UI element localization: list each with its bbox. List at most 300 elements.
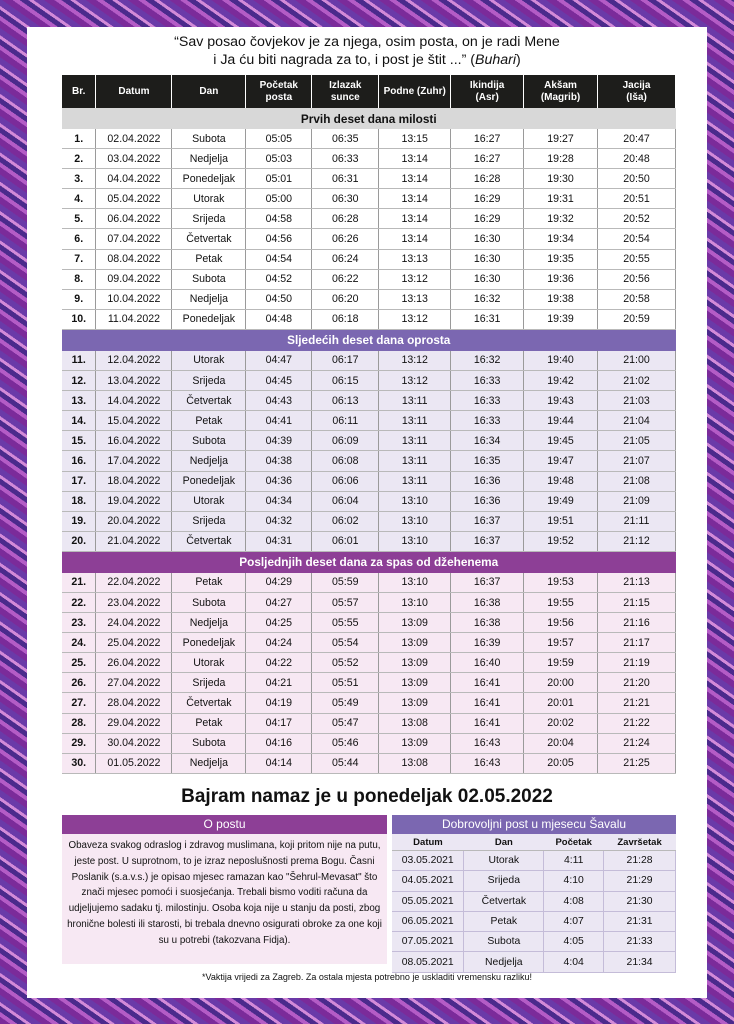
table-cell: 19:59 [524, 653, 598, 673]
shawwal-column-header: Datum [392, 834, 464, 851]
table-cell: 19:31 [524, 189, 598, 209]
table-cell: 17.04.2022 [96, 451, 172, 471]
table-cell: 05:05 [246, 129, 312, 149]
table-cell: 06:26 [312, 229, 379, 249]
table-cell: 20:01 [524, 693, 598, 713]
table-cell: 04:16 [246, 733, 312, 753]
table-cell: Četvertak [172, 693, 246, 713]
table-cell: 19:47 [524, 451, 598, 471]
table-cell: 13:11 [379, 431, 451, 451]
shawwal-cell: Nedjelja [464, 952, 544, 972]
table-cell: 19:56 [524, 613, 598, 633]
shawwal-cell: 05.05.2021 [392, 891, 464, 911]
table-cell: 13:10 [379, 491, 451, 511]
table-row [62, 693, 676, 713]
table-cell: 04:56 [246, 229, 312, 249]
table-cell: 19:27 [524, 129, 598, 149]
table-row [62, 289, 676, 309]
table-cell: 18.04.2022 [96, 471, 172, 491]
table-cell: 30.04.2022 [96, 733, 172, 753]
table-cell: 21:07 [598, 451, 676, 471]
table-cell: 19:49 [524, 491, 598, 511]
shawwal-cell: 06.05.2021 [392, 911, 464, 931]
table-cell: 06:24 [312, 249, 379, 269]
table-cell: Ponedeljak [172, 633, 246, 653]
table-cell: 4. [62, 189, 96, 209]
table-row [62, 229, 676, 249]
shawwal-cell: Srijeda [464, 871, 544, 891]
table-cell: Nedjelja [172, 149, 246, 169]
table-cell: 15. [62, 431, 96, 451]
table-cell: 04:32 [246, 511, 312, 531]
table-cell: 19. [62, 511, 96, 531]
table-cell: 16:40 [451, 653, 524, 673]
table-cell: 06:22 [312, 269, 379, 289]
table-cell: 16:37 [451, 511, 524, 531]
table-cell: 13:11 [379, 471, 451, 491]
shawwal-cell: 08.05.2021 [392, 952, 464, 972]
table-cell: Subota [172, 269, 246, 289]
table-cell: 19:39 [524, 309, 598, 329]
table-row [62, 713, 676, 733]
shawwal-table [392, 834, 676, 973]
table-cell: 10.04.2022 [96, 289, 172, 309]
table-cell: Subota [172, 129, 246, 149]
table-cell: 20:00 [524, 673, 598, 693]
table-cell: 14.04.2022 [96, 391, 172, 411]
table-cell: 11. [62, 351, 96, 371]
table-cell: 06:11 [312, 411, 379, 431]
table-cell: 21:11 [598, 511, 676, 531]
quote-source: Buhari [475, 52, 517, 68]
table-cell: Četvertak [172, 391, 246, 411]
table-cell: 21:21 [598, 693, 676, 713]
table-cell: 13:09 [379, 693, 451, 713]
shawwal-cell: 4:10 [544, 871, 604, 891]
shawwal-row [392, 891, 676, 911]
table-cell: 13:11 [379, 451, 451, 471]
table-cell: 21:17 [598, 633, 676, 653]
table-cell: Srijeda [172, 511, 246, 531]
table-cell: 19:30 [524, 169, 598, 189]
section-header-row [62, 551, 676, 573]
quote-line-2: i Ja ću biti nagrada za to, i post je štit ...” (Buhari) [213, 52, 521, 68]
shawwal-fasting-box [392, 815, 676, 973]
section-title: Posljednjih deset dana za spas od džehenema [62, 551, 676, 573]
column-header: Jacija (Iša) [598, 75, 676, 108]
table-cell: 20:05 [524, 753, 598, 773]
table-cell: 05:57 [312, 592, 379, 612]
table-cell: 20:54 [598, 229, 676, 249]
table-row [62, 451, 676, 471]
table-cell: 21:22 [598, 713, 676, 733]
table-row [62, 189, 676, 209]
table-cell: 15.04.2022 [96, 411, 172, 431]
table-row [62, 129, 676, 149]
table-cell: 24. [62, 633, 96, 653]
table-row [62, 573, 676, 593]
table-cell: 25. [62, 653, 96, 673]
table-cell: 16:34 [451, 431, 524, 451]
table-row [62, 471, 676, 491]
table-cell: 02.04.2022 [96, 129, 172, 149]
shawwal-cell: 21:34 [604, 952, 676, 972]
table-cell: 21.04.2022 [96, 531, 172, 551]
table-cell: 17. [62, 471, 96, 491]
table-cell: 05:55 [312, 613, 379, 633]
table-cell: 04.04.2022 [96, 169, 172, 189]
table-cell: 21:20 [598, 673, 676, 693]
shawwal-cell: 21:33 [604, 932, 676, 952]
table-cell: 05:46 [312, 733, 379, 753]
table-cell: Nedjelja [172, 753, 246, 773]
table-cell: 06:20 [312, 289, 379, 309]
shawwal-cell: 4:07 [544, 911, 604, 931]
table-cell: 19:52 [524, 531, 598, 551]
section-title: Sljedećih deset dana oprosta [62, 329, 676, 351]
table-cell: 11.04.2022 [96, 309, 172, 329]
table-cell: 06:18 [312, 309, 379, 329]
table-cell: Ponedeljak [172, 309, 246, 329]
table-cell: 13:10 [379, 573, 451, 593]
table-cell: 13. [62, 391, 96, 411]
about-fasting-title: O postu [62, 815, 387, 834]
table-cell: 05:52 [312, 653, 379, 673]
table-cell: 26. [62, 673, 96, 693]
table-cell: 18. [62, 491, 96, 511]
table-cell: 04:48 [246, 309, 312, 329]
shawwal-cell: Četvertak [464, 891, 544, 911]
table-cell: 04:58 [246, 209, 312, 229]
table-cell: 13:12 [379, 371, 451, 391]
table-cell: 16:33 [451, 391, 524, 411]
table-cell: Četvertak [172, 531, 246, 551]
table-cell: 20:58 [598, 289, 676, 309]
shawwal-row [392, 871, 676, 891]
table-cell: 04:14 [246, 753, 312, 773]
table-cell: 06:06 [312, 471, 379, 491]
shawwal-cell: 4:11 [544, 851, 604, 871]
table-cell: 05:59 [312, 573, 379, 593]
table-cell: 16:41 [451, 713, 524, 733]
table-cell: 19:42 [524, 371, 598, 391]
table-cell: 04:45 [246, 371, 312, 391]
table-cell: 9. [62, 289, 96, 309]
table-cell: 04:39 [246, 431, 312, 451]
table-row [62, 209, 676, 229]
calendar-sheet [27, 27, 707, 998]
table-cell: 05:03 [246, 149, 312, 169]
table-cell: 13:11 [379, 391, 451, 411]
shawwal-cell: 4:05 [544, 932, 604, 952]
table-cell: 20:52 [598, 209, 676, 229]
table-cell: 13:12 [379, 351, 451, 371]
table-cell: 16:27 [451, 129, 524, 149]
table-cell: 21:00 [598, 351, 676, 371]
table-cell: 30. [62, 753, 96, 773]
table-row [62, 653, 676, 673]
table-cell: 06:28 [312, 209, 379, 229]
table-cell: 06:31 [312, 169, 379, 189]
table-cell: 16:38 [451, 613, 524, 633]
table-cell: 05:44 [312, 753, 379, 773]
table-cell: 21:13 [598, 573, 676, 593]
column-header: Ikindija (Asr) [451, 75, 524, 108]
table-cell: 16:33 [451, 371, 524, 391]
table-cell: 16:36 [451, 471, 524, 491]
footnote: *Vaktija vrijedi za Zagreb. Za ostala mjesta potrebno je uskladiti vremensku razliku! [202, 972, 532, 982]
table-cell: 06:33 [312, 149, 379, 169]
table-cell: 16:27 [451, 149, 524, 169]
shawwal-cell: 03.05.2021 [392, 851, 464, 871]
table-cell: Nedjelja [172, 613, 246, 633]
table-row [62, 269, 676, 289]
table-cell: 5. [62, 209, 96, 229]
table-cell: 21:08 [598, 471, 676, 491]
table-cell: 3. [62, 169, 96, 189]
table-cell: 12. [62, 371, 96, 391]
table-cell: 19:44 [524, 411, 598, 431]
shawwal-row [392, 952, 676, 972]
table-cell: 13:10 [379, 511, 451, 531]
table-cell: 20. [62, 531, 96, 551]
table-cell: 08.04.2022 [96, 249, 172, 269]
table-cell: Utorak [172, 351, 246, 371]
table-cell: 19:45 [524, 431, 598, 451]
table-cell: 04:22 [246, 653, 312, 673]
table-cell: 16:39 [451, 633, 524, 653]
ramadan-timetable [62, 75, 676, 774]
table-cell: Srijeda [172, 209, 246, 229]
table-cell: 28.04.2022 [96, 693, 172, 713]
table-cell: 16:31 [451, 309, 524, 329]
table-cell: 19:43 [524, 391, 598, 411]
table-cell: 21:16 [598, 613, 676, 633]
table-cell: 19:51 [524, 511, 598, 531]
column-header: Početak posta [246, 75, 312, 108]
table-cell: 09.04.2022 [96, 269, 172, 289]
table-cell: 20:50 [598, 169, 676, 189]
table-cell: 20:48 [598, 149, 676, 169]
table-cell: 05:00 [246, 189, 312, 209]
hadith-quote [27, 33, 707, 69]
table-cell: 21. [62, 573, 96, 593]
shawwal-column-header: Završetak [604, 834, 676, 851]
column-header: Akšam (Magrib) [524, 75, 598, 108]
table-cell: 05:49 [312, 693, 379, 713]
table-cell: 04:27 [246, 592, 312, 612]
table-cell: 21:04 [598, 411, 676, 431]
table-cell: 04:34 [246, 491, 312, 511]
table-cell: 21:15 [598, 592, 676, 612]
table-cell: 16:35 [451, 451, 524, 471]
table-cell: 20:59 [598, 309, 676, 329]
table-cell: 19:53 [524, 573, 598, 593]
table-cell: 04:50 [246, 289, 312, 309]
table-row [62, 613, 676, 633]
table-row [62, 149, 676, 169]
table-cell: 10. [62, 309, 96, 329]
table-cell: 19.04.2022 [96, 491, 172, 511]
table-cell: 16:32 [451, 351, 524, 371]
table-cell: 7. [62, 249, 96, 269]
table-row [62, 371, 676, 391]
table-row [62, 309, 676, 329]
table-cell: Četvertak [172, 229, 246, 249]
table-row [62, 491, 676, 511]
table-cell: 20.04.2022 [96, 511, 172, 531]
shawwal-cell: 04.05.2021 [392, 871, 464, 891]
table-cell: 05:54 [312, 633, 379, 653]
about-fasting-box [62, 815, 387, 964]
table-cell: 04:47 [246, 351, 312, 371]
table-cell: 13:09 [379, 653, 451, 673]
table-cell: 24.04.2022 [96, 613, 172, 633]
table-cell: 01.05.2022 [96, 753, 172, 773]
table-cell: 12.04.2022 [96, 351, 172, 371]
table-cell: 19:35 [524, 249, 598, 269]
table-cell: 16:29 [451, 189, 524, 209]
shawwal-column-header: Dan [464, 834, 544, 851]
table-cell: 20:02 [524, 713, 598, 733]
table-cell: 13:13 [379, 289, 451, 309]
table-row [62, 592, 676, 612]
shawwal-cell: Subota [464, 932, 544, 952]
table-cell: 06:09 [312, 431, 379, 451]
table-cell: 04:17 [246, 713, 312, 733]
shawwal-row [392, 932, 676, 952]
table-cell: 13:14 [379, 229, 451, 249]
table-cell: 06:08 [312, 451, 379, 471]
table-cell: 21:09 [598, 491, 676, 511]
table-cell: Subota [172, 431, 246, 451]
table-cell: 20:04 [524, 733, 598, 753]
table-cell: 06:04 [312, 491, 379, 511]
about-fasting-text: Obaveza svakog odraslog i zdravog muslimana, koji pritom nije na putu, jeste post. U suprotnom, to je izraz neposlušnosti prema Bogu. Časni Poslanik (s.a.v.s.) je opisao mjesec ramazan kao "Šehrul-Mevasat" što znači mjesec pomoći i suosjećanja. Trebali bismo voditi računa da udjeljujemo sadaku tj. milostinju. Osoba koja nije u stanju da posti, zbog hronične bolesti ili starosti, bi trebala dnevno osigurati obroke za one koji su u potrebi (takozvana Fidja). [62, 834, 387, 964]
table-cell: Nedjelja [172, 451, 246, 471]
table-cell: 16:41 [451, 693, 524, 713]
table-cell: 13:12 [379, 269, 451, 289]
table-cell: 13.04.2022 [96, 371, 172, 391]
table-cell: 06:13 [312, 391, 379, 411]
table-cell: 04:54 [246, 249, 312, 269]
table-cell: 29.04.2022 [96, 713, 172, 733]
table-cell: Subota [172, 733, 246, 753]
table-cell: Utorak [172, 189, 246, 209]
table-cell: 13:10 [379, 592, 451, 612]
table-cell: 04:41 [246, 411, 312, 431]
table-row [62, 249, 676, 269]
quote-line-1: “Sav posao čovjekov je za njega, osim posta, on je radi Mene [174, 34, 560, 50]
table-cell: 28. [62, 713, 96, 733]
table-cell: Petak [172, 713, 246, 733]
table-cell: 8. [62, 269, 96, 289]
table-cell: 19:57 [524, 633, 598, 653]
table-cell: 16:30 [451, 269, 524, 289]
table-cell: 21:25 [598, 753, 676, 773]
table-cell: 06:01 [312, 531, 379, 551]
table-cell: 21:02 [598, 371, 676, 391]
table-row [62, 431, 676, 451]
table-cell: 03.04.2022 [96, 149, 172, 169]
table-cell: 13:09 [379, 673, 451, 693]
shawwal-cell: 4:08 [544, 891, 604, 911]
shawwal-row [392, 851, 676, 871]
table-cell: 20:56 [598, 269, 676, 289]
table-cell: 26.04.2022 [96, 653, 172, 673]
table-cell: 16:38 [451, 592, 524, 612]
shawwal-fasting-title: Dobrovoljni post u mjesecu Šavalu [392, 815, 676, 834]
table-cell: Petak [172, 573, 246, 593]
table-cell: 06:30 [312, 189, 379, 209]
table-cell: 13:08 [379, 713, 451, 733]
table-cell: Utorak [172, 491, 246, 511]
table-cell: 04:21 [246, 673, 312, 693]
table-cell: 13:09 [379, 633, 451, 653]
table-cell: 13:14 [379, 149, 451, 169]
table-cell: 19:38 [524, 289, 598, 309]
table-row [62, 391, 676, 411]
shawwal-cell: 21:29 [604, 871, 676, 891]
table-cell: 16:30 [451, 249, 524, 269]
table-cell: 05:51 [312, 673, 379, 693]
table-cell: 22. [62, 592, 96, 612]
table-cell: 04:24 [246, 633, 312, 653]
table-cell: 16:32 [451, 289, 524, 309]
table-cell: 14. [62, 411, 96, 431]
table-row [62, 511, 676, 531]
table-cell: 16:41 [451, 673, 524, 693]
table-cell: 13:15 [379, 129, 451, 149]
table-cell: 23.04.2022 [96, 592, 172, 612]
table-cell: 21:05 [598, 431, 676, 451]
table-cell: 16:43 [451, 753, 524, 773]
shawwal-column-header: Početak [544, 834, 604, 851]
table-cell: 13:14 [379, 189, 451, 209]
column-header: Izlazak sunce [312, 75, 379, 108]
table-cell: 06:15 [312, 371, 379, 391]
section-header-row [62, 329, 676, 351]
table-cell: 19:55 [524, 592, 598, 612]
table-cell: Srijeda [172, 673, 246, 693]
table-row [62, 733, 676, 753]
shawwal-cell: Petak [464, 911, 544, 931]
table-cell: 16:36 [451, 491, 524, 511]
shawwal-header-row [392, 834, 676, 851]
table-row [62, 169, 676, 189]
table-cell: Subota [172, 592, 246, 612]
table-cell: 21:24 [598, 733, 676, 753]
table-cell: 04:38 [246, 451, 312, 471]
table-row [62, 531, 676, 551]
shawwal-cell: 21:30 [604, 891, 676, 911]
table-row [62, 633, 676, 653]
table-cell: 19:40 [524, 351, 598, 371]
table-cell: 13:14 [379, 209, 451, 229]
table-cell: 16:29 [451, 209, 524, 229]
shawwal-cell: 4:04 [544, 952, 604, 972]
column-header: Podne (Zuhr) [379, 75, 451, 108]
table-cell: 16:43 [451, 733, 524, 753]
table-cell: 13:09 [379, 613, 451, 633]
table-cell: 05.04.2022 [96, 189, 172, 209]
table-row [62, 411, 676, 431]
table-cell: 29. [62, 733, 96, 753]
table-cell: 21:03 [598, 391, 676, 411]
table-row [62, 753, 676, 773]
table-cell: 13:08 [379, 753, 451, 773]
table-cell: 13:11 [379, 411, 451, 431]
